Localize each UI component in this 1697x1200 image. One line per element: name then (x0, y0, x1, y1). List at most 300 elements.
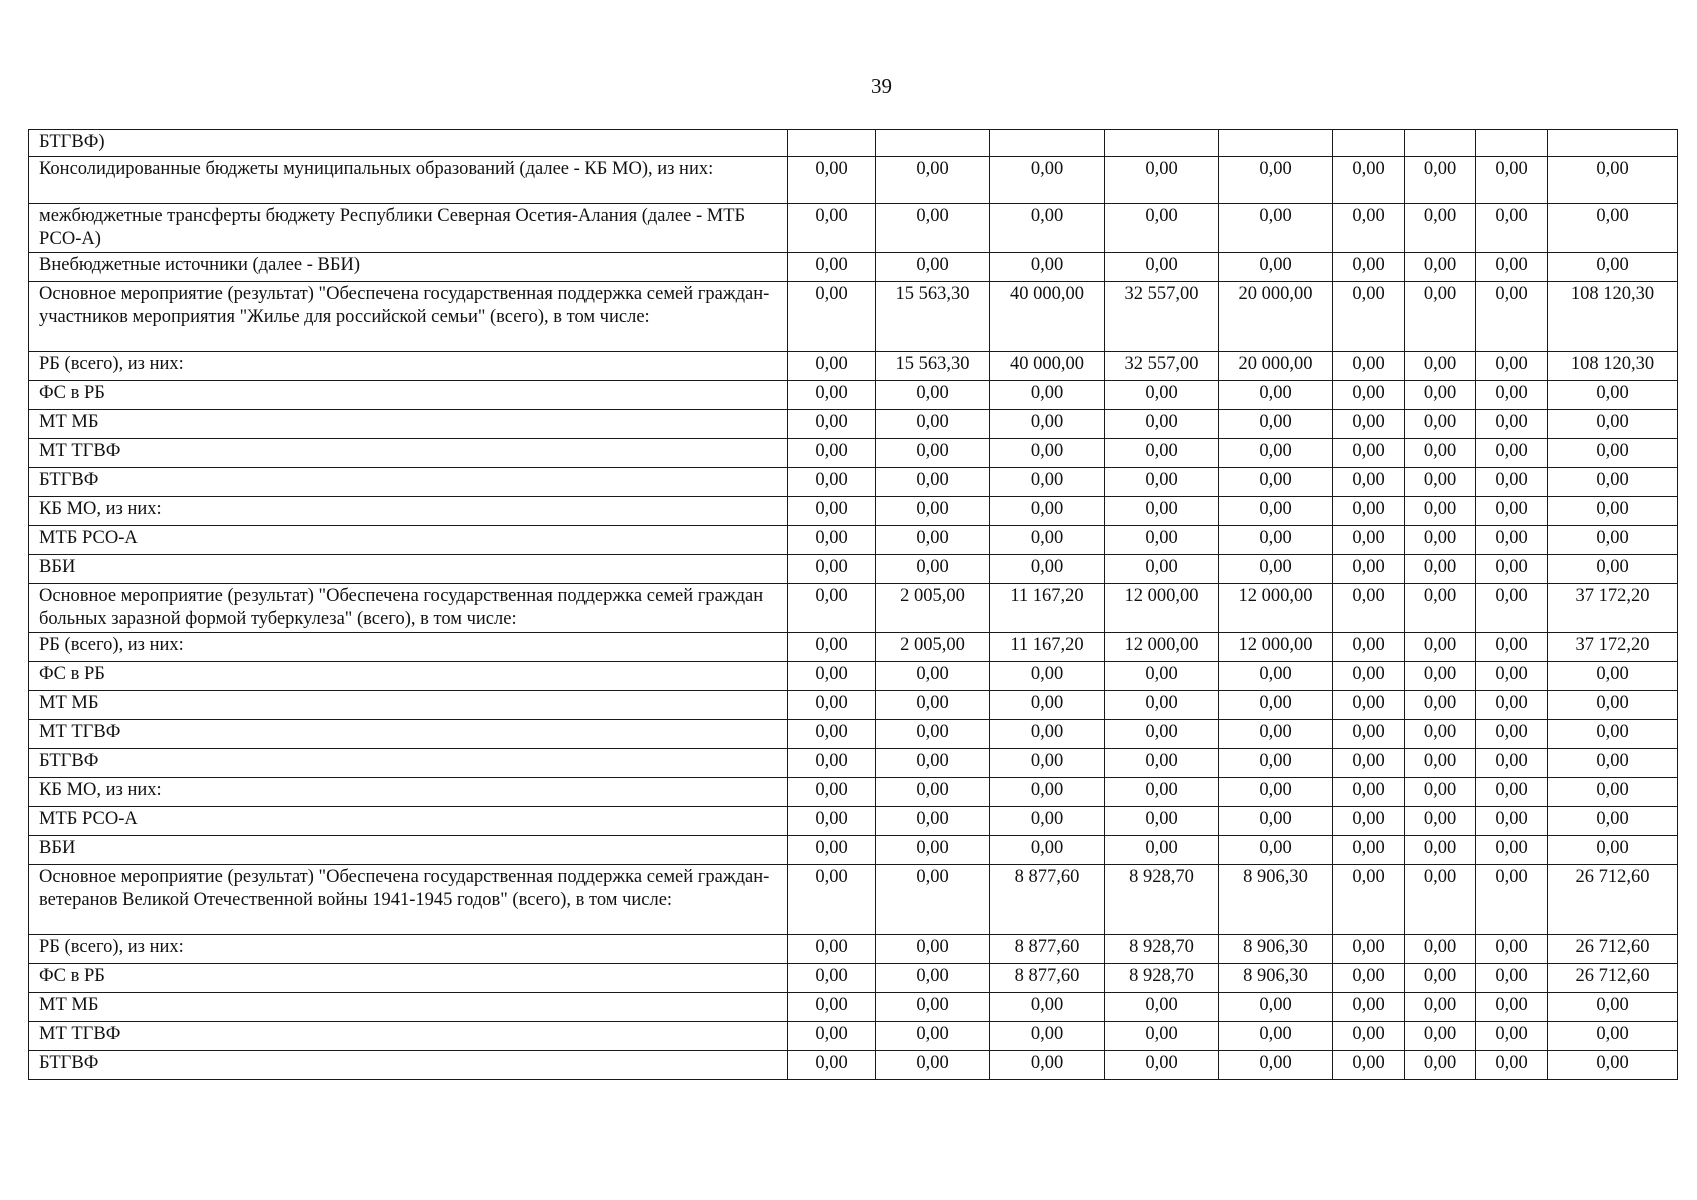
value-cell: 0,00 (876, 1051, 990, 1080)
value-cell: 0,00 (1105, 468, 1219, 497)
table-row (29, 865, 1678, 935)
value-cell: 0,00 (1548, 993, 1678, 1022)
value-cell: 0,00 (1476, 204, 1548, 253)
row-label: РБ (всего), из них: (29, 352, 788, 381)
value-cell: 0,00 (1405, 633, 1476, 662)
value-cell: 0,00 (1476, 964, 1548, 993)
value-cell: 0,00 (788, 865, 876, 935)
value-cell: 0,00 (876, 807, 990, 836)
value-cell: 20 000,00 (1219, 282, 1333, 352)
value-cell: 0,00 (1105, 497, 1219, 526)
value-cell: 0,00 (1333, 749, 1405, 778)
value-cell: 0,00 (990, 778, 1105, 807)
table-row (29, 1051, 1678, 1080)
value-cell: 8 877,60 (990, 964, 1105, 993)
value-cell: 0,00 (788, 836, 876, 865)
value-cell: 0,00 (1333, 865, 1405, 935)
value-cell: 40 000,00 (990, 352, 1105, 381)
row-label: Внебюджетные источники (далее - ВБИ) (29, 253, 788, 282)
value-cell: 8 928,70 (1105, 935, 1219, 964)
value-cell: 0,00 (1105, 157, 1219, 204)
value-cell: 0,00 (1405, 439, 1476, 468)
row-label: МТБ РСО-А (29, 526, 788, 555)
value-cell: 0,00 (1219, 410, 1333, 439)
value-cell: 12 000,00 (1219, 633, 1333, 662)
value-cell: 0,00 (1219, 836, 1333, 865)
table-row (29, 993, 1678, 1022)
value-cell: 0,00 (1105, 720, 1219, 749)
value-cell: 0,00 (1333, 633, 1405, 662)
table-row (29, 282, 1678, 352)
value-cell: 0,00 (1476, 555, 1548, 584)
value-cell: 0,00 (788, 633, 876, 662)
value-cell: 0,00 (1548, 807, 1678, 836)
value-cell: 0,00 (1333, 157, 1405, 204)
value-cell: 0,00 (876, 204, 990, 253)
row-label: КБ МО, из них: (29, 778, 788, 807)
row-label: ФС в РБ (29, 964, 788, 993)
value-cell: 0,00 (1476, 253, 1548, 282)
value-cell: 0,00 (1548, 836, 1678, 865)
value-cell: 0,00 (1405, 555, 1476, 584)
value-cell: 0,00 (1476, 497, 1548, 526)
value-cell: 15 563,30 (876, 282, 990, 352)
value-cell: 0,00 (1219, 157, 1333, 204)
table-row (29, 778, 1678, 807)
value-cell: 0,00 (1219, 662, 1333, 691)
table-row (29, 468, 1678, 497)
value-cell: 0,00 (788, 439, 876, 468)
value-cell: 0,00 (1476, 633, 1548, 662)
value-cell: 0,00 (990, 497, 1105, 526)
value-cell (876, 130, 990, 157)
value-cell: 0,00 (876, 720, 990, 749)
row-label: БТГВФ) (29, 130, 788, 157)
value-cell: 0,00 (788, 204, 876, 253)
value-cell: 0,00 (1219, 691, 1333, 720)
value-cell: 108 120,30 (1548, 282, 1678, 352)
table-row (29, 497, 1678, 526)
value-cell: 0,00 (876, 993, 990, 1022)
table-row (29, 584, 1678, 633)
table-row (29, 662, 1678, 691)
row-label: Основное мероприятие (результат) "Обеспечена государственная поддержка семей граждан-ветеранов Великой Отечественной войны 1941-1945 годов" (всего), в том числе: (29, 865, 788, 935)
table-row (29, 935, 1678, 964)
value-cell: 0,00 (788, 749, 876, 778)
value-cell: 40 000,00 (990, 282, 1105, 352)
value-cell: 0,00 (990, 555, 1105, 584)
value-cell (1548, 130, 1678, 157)
value-cell: 0,00 (1333, 720, 1405, 749)
value-cell: 0,00 (1405, 662, 1476, 691)
value-cell: 0,00 (1548, 157, 1678, 204)
table-row (29, 439, 1678, 468)
value-cell: 0,00 (788, 964, 876, 993)
value-cell: 8 928,70 (1105, 964, 1219, 993)
value-cell: 0,00 (1219, 468, 1333, 497)
value-cell: 0,00 (1219, 439, 1333, 468)
value-cell: 0,00 (876, 1022, 990, 1051)
budget-table (28, 129, 1678, 1080)
value-cell: 0,00 (1333, 253, 1405, 282)
row-label: МТ МБ (29, 691, 788, 720)
value-cell: 8 906,30 (1219, 964, 1333, 993)
table-row (29, 836, 1678, 865)
value-cell (1105, 130, 1219, 157)
table-row (29, 1022, 1678, 1051)
value-cell: 8 906,30 (1219, 865, 1333, 935)
value-cell: 0,00 (876, 935, 990, 964)
value-cell: 0,00 (1548, 439, 1678, 468)
table-row (29, 253, 1678, 282)
row-label: РБ (всего), из них: (29, 935, 788, 964)
value-cell: 0,00 (1105, 253, 1219, 282)
value-cell: 108 120,30 (1548, 352, 1678, 381)
value-cell: 0,00 (1105, 993, 1219, 1022)
value-cell: 0,00 (1219, 526, 1333, 555)
value-cell: 0,00 (1405, 1051, 1476, 1080)
table-row (29, 130, 1678, 157)
value-cell: 0,00 (788, 691, 876, 720)
value-cell: 0,00 (876, 526, 990, 555)
value-cell: 0,00 (1405, 993, 1476, 1022)
value-cell: 0,00 (990, 993, 1105, 1022)
value-cell: 0,00 (1405, 720, 1476, 749)
value-cell (990, 130, 1105, 157)
value-cell: 0,00 (990, 749, 1105, 778)
row-label: КБ МО, из них: (29, 497, 788, 526)
value-cell: 0,00 (788, 1022, 876, 1051)
value-cell: 0,00 (1219, 720, 1333, 749)
value-cell: 8 877,60 (990, 865, 1105, 935)
value-cell: 0,00 (1476, 584, 1548, 633)
value-cell: 0,00 (1333, 691, 1405, 720)
value-cell: 0,00 (876, 691, 990, 720)
value-cell: 0,00 (990, 157, 1105, 204)
value-cell: 0,00 (1333, 778, 1405, 807)
value-cell: 0,00 (1548, 1022, 1678, 1051)
value-cell: 0,00 (1333, 836, 1405, 865)
value-cell: 0,00 (1105, 439, 1219, 468)
row-label: БТГВФ (29, 1051, 788, 1080)
value-cell: 0,00 (1405, 497, 1476, 526)
row-label: ФС в РБ (29, 662, 788, 691)
row-label: ФС в РБ (29, 381, 788, 410)
value-cell: 0,00 (990, 691, 1105, 720)
value-cell: 0,00 (876, 381, 990, 410)
value-cell: 0,00 (876, 439, 990, 468)
value-cell: 0,00 (1105, 749, 1219, 778)
value-cell: 0,00 (1219, 1051, 1333, 1080)
value-cell: 0,00 (1105, 662, 1219, 691)
value-cell: 0,00 (788, 352, 876, 381)
table-row (29, 720, 1678, 749)
value-cell: 0,00 (1476, 935, 1548, 964)
value-cell: 0,00 (1105, 1051, 1219, 1080)
value-cell: 0,00 (1105, 836, 1219, 865)
value-cell: 0,00 (1476, 468, 1548, 497)
value-cell: 0,00 (1333, 584, 1405, 633)
value-cell: 0,00 (1405, 749, 1476, 778)
value-cell: 0,00 (1105, 1022, 1219, 1051)
value-cell: 12 000,00 (1105, 633, 1219, 662)
value-cell: 0,00 (1548, 691, 1678, 720)
value-cell: 0,00 (1405, 253, 1476, 282)
value-cell: 0,00 (1219, 253, 1333, 282)
value-cell: 0,00 (876, 157, 990, 204)
row-label: МТ МБ (29, 993, 788, 1022)
value-cell (788, 130, 876, 157)
value-cell: 0,00 (788, 526, 876, 555)
value-cell: 0,00 (1405, 410, 1476, 439)
row-label: МТ ТГВФ (29, 720, 788, 749)
value-cell: 12 000,00 (1105, 584, 1219, 633)
row-label: МТ ТГВФ (29, 439, 788, 468)
row-label: Консолидированные бюджеты муниципальных образований (далее - КБ МО), из них: (29, 157, 788, 204)
value-cell: 0,00 (876, 468, 990, 497)
value-cell: 0,00 (1476, 526, 1548, 555)
value-cell: 8 928,70 (1105, 865, 1219, 935)
value-cell: 12 000,00 (1219, 584, 1333, 633)
value-cell: 0,00 (1476, 836, 1548, 865)
value-cell: 0,00 (990, 807, 1105, 836)
value-cell: 0,00 (876, 749, 990, 778)
value-cell: 0,00 (1105, 204, 1219, 253)
value-cell: 0,00 (1405, 282, 1476, 352)
row-label: МТ ТГВФ (29, 1022, 788, 1051)
value-cell: 0,00 (1476, 1051, 1548, 1080)
value-cell: 11 167,20 (990, 584, 1105, 633)
value-cell: 0,00 (1105, 381, 1219, 410)
row-label: ВБИ (29, 555, 788, 584)
value-cell: 0,00 (788, 1051, 876, 1080)
value-cell (1405, 130, 1476, 157)
row-label: ВБИ (29, 836, 788, 865)
value-cell (1219, 130, 1333, 157)
value-cell: 0,00 (788, 410, 876, 439)
value-cell: 0,00 (788, 555, 876, 584)
value-cell: 0,00 (1476, 352, 1548, 381)
value-cell: 0,00 (1105, 555, 1219, 584)
value-cell: 0,00 (788, 157, 876, 204)
value-cell: 0,00 (1476, 282, 1548, 352)
value-cell: 0,00 (788, 720, 876, 749)
value-cell: 0,00 (1548, 1051, 1678, 1080)
value-cell: 0,00 (1405, 935, 1476, 964)
value-cell: 0,00 (1405, 381, 1476, 410)
table-row (29, 633, 1678, 662)
value-cell: 15 563,30 (876, 352, 990, 381)
value-cell: 0,00 (876, 778, 990, 807)
table-row (29, 691, 1678, 720)
table-row (29, 157, 1678, 204)
value-cell: 0,00 (1333, 468, 1405, 497)
value-cell: 0,00 (876, 662, 990, 691)
value-cell: 0,00 (1333, 993, 1405, 1022)
value-cell: 0,00 (1476, 662, 1548, 691)
value-cell: 0,00 (788, 778, 876, 807)
value-cell: 26 712,60 (1548, 964, 1678, 993)
value-cell: 0,00 (1333, 439, 1405, 468)
value-cell: 0,00 (1548, 555, 1678, 584)
value-cell: 0,00 (1105, 778, 1219, 807)
value-cell: 0,00 (1405, 964, 1476, 993)
value-cell: 0,00 (1476, 1022, 1548, 1051)
value-cell: 0,00 (1548, 720, 1678, 749)
value-cell: 0,00 (788, 497, 876, 526)
value-cell: 0,00 (1405, 526, 1476, 555)
value-cell: 0,00 (1476, 749, 1548, 778)
value-cell: 0,00 (990, 204, 1105, 253)
value-cell: 0,00 (1476, 157, 1548, 204)
value-cell: 8 906,30 (1219, 935, 1333, 964)
table-row (29, 964, 1678, 993)
table-row (29, 352, 1678, 381)
row-label: Основное мероприятие (результат) "Обеспечена государственная поддержка семей граждан больных заразной формой туберкулеза" (всего), в том числе: (29, 584, 788, 633)
value-cell: 0,00 (876, 555, 990, 584)
value-cell: 0,00 (876, 410, 990, 439)
value-cell: 0,00 (990, 720, 1105, 749)
value-cell: 0,00 (1405, 1022, 1476, 1051)
value-cell: 8 877,60 (990, 935, 1105, 964)
value-cell: 32 557,00 (1105, 282, 1219, 352)
value-cell: 0,00 (990, 526, 1105, 555)
value-cell: 0,00 (990, 468, 1105, 497)
value-cell: 0,00 (876, 865, 990, 935)
value-cell: 0,00 (1105, 410, 1219, 439)
value-cell: 0,00 (1476, 993, 1548, 1022)
value-cell: 0,00 (1333, 526, 1405, 555)
value-cell: 0,00 (1476, 865, 1548, 935)
value-cell: 0,00 (1219, 807, 1333, 836)
value-cell: 0,00 (1333, 410, 1405, 439)
value-cell: 0,00 (788, 468, 876, 497)
value-cell: 0,00 (1405, 778, 1476, 807)
value-cell: 0,00 (990, 253, 1105, 282)
value-cell: 0,00 (1548, 497, 1678, 526)
table-row (29, 555, 1678, 584)
table-row (29, 204, 1678, 253)
value-cell: 0,00 (1219, 778, 1333, 807)
row-label: Основное мероприятие (результат) "Обеспечена государственная поддержка семей граждан-участников мероприятия "Жилье для российской семьи" (всего), в том числе: (29, 282, 788, 352)
value-cell: 0,00 (1476, 410, 1548, 439)
value-cell: 0,00 (1333, 497, 1405, 526)
value-cell: 0,00 (1476, 439, 1548, 468)
table-row (29, 410, 1678, 439)
value-cell: 0,00 (876, 836, 990, 865)
value-cell: 0,00 (1548, 662, 1678, 691)
value-cell: 0,00 (1405, 157, 1476, 204)
value-cell: 0,00 (1476, 381, 1548, 410)
value-cell: 0,00 (788, 381, 876, 410)
value-cell: 0,00 (1476, 778, 1548, 807)
row-label: МТБ РСО-А (29, 807, 788, 836)
value-cell: 0,00 (788, 935, 876, 964)
value-cell: 0,00 (876, 253, 990, 282)
row-label: БТГВФ (29, 468, 788, 497)
value-cell: 0,00 (990, 662, 1105, 691)
value-cell: 0,00 (1333, 352, 1405, 381)
value-cell: 0,00 (788, 993, 876, 1022)
value-cell (1476, 130, 1548, 157)
value-cell: 32 557,00 (1105, 352, 1219, 381)
value-cell: 11 167,20 (990, 633, 1105, 662)
value-cell: 0,00 (1219, 749, 1333, 778)
row-label: межбюджетные трансферты бюджету Республики Северная Осетия-Алания (далее - МТБ РСО-А) (29, 204, 788, 253)
value-cell: 0,00 (1105, 526, 1219, 555)
value-cell: 0,00 (1105, 691, 1219, 720)
value-cell: 0,00 (1333, 964, 1405, 993)
value-cell: 20 000,00 (1219, 352, 1333, 381)
value-cell: 0,00 (990, 1051, 1105, 1080)
value-cell: 0,00 (788, 584, 876, 633)
value-cell: 0,00 (1405, 352, 1476, 381)
value-cell: 37 172,20 (1548, 584, 1678, 633)
value-cell: 0,00 (1476, 807, 1548, 836)
value-cell: 0,00 (1548, 381, 1678, 410)
value-cell: 0,00 (1219, 555, 1333, 584)
value-cell: 0,00 (1333, 1022, 1405, 1051)
value-cell: 0,00 (1333, 555, 1405, 584)
table-row (29, 749, 1678, 778)
value-cell: 0,00 (1405, 468, 1476, 497)
value-cell: 0,00 (990, 381, 1105, 410)
value-cell: 0,00 (1333, 935, 1405, 964)
value-cell: 0,00 (1405, 584, 1476, 633)
value-cell: 0,00 (1333, 381, 1405, 410)
value-cell: 0,00 (1405, 691, 1476, 720)
value-cell: 0,00 (1333, 807, 1405, 836)
value-cell: 0,00 (1548, 410, 1678, 439)
value-cell: 26 712,60 (1548, 865, 1678, 935)
value-cell: 2 005,00 (876, 633, 990, 662)
row-label: РБ (всего), из них: (29, 633, 788, 662)
value-cell: 0,00 (1476, 720, 1548, 749)
row-label: МТ МБ (29, 410, 788, 439)
row-label: БТГВФ (29, 749, 788, 778)
value-cell: 0,00 (990, 439, 1105, 468)
value-cell: 0,00 (788, 282, 876, 352)
value-cell: 0,00 (876, 497, 990, 526)
value-cell: 0,00 (1105, 807, 1219, 836)
value-cell: 0,00 (876, 964, 990, 993)
value-cell: 0,00 (788, 253, 876, 282)
value-cell: 0,00 (990, 836, 1105, 865)
value-cell (1333, 130, 1405, 157)
table-body (29, 130, 1678, 1080)
value-cell: 0,00 (1219, 204, 1333, 253)
value-cell: 0,00 (1548, 468, 1678, 497)
value-cell: 0,00 (1405, 865, 1476, 935)
value-cell: 0,00 (1548, 204, 1678, 253)
value-cell: 0,00 (1405, 204, 1476, 253)
value-cell: 0,00 (990, 410, 1105, 439)
page-number: 39 (871, 74, 892, 98)
value-cell: 37 172,20 (1548, 633, 1678, 662)
value-cell: 0,00 (990, 1022, 1105, 1051)
value-cell: 0,00 (1476, 691, 1548, 720)
table-row (29, 807, 1678, 836)
value-cell: 0,00 (788, 807, 876, 836)
value-cell: 0,00 (1219, 1022, 1333, 1051)
value-cell: 0,00 (1548, 749, 1678, 778)
value-cell: 0,00 (1405, 807, 1476, 836)
value-cell: 0,00 (1219, 993, 1333, 1022)
value-cell: 26 712,60 (1548, 935, 1678, 964)
value-cell: 0,00 (1548, 778, 1678, 807)
value-cell: 0,00 (1405, 836, 1476, 865)
table-row (29, 526, 1678, 555)
